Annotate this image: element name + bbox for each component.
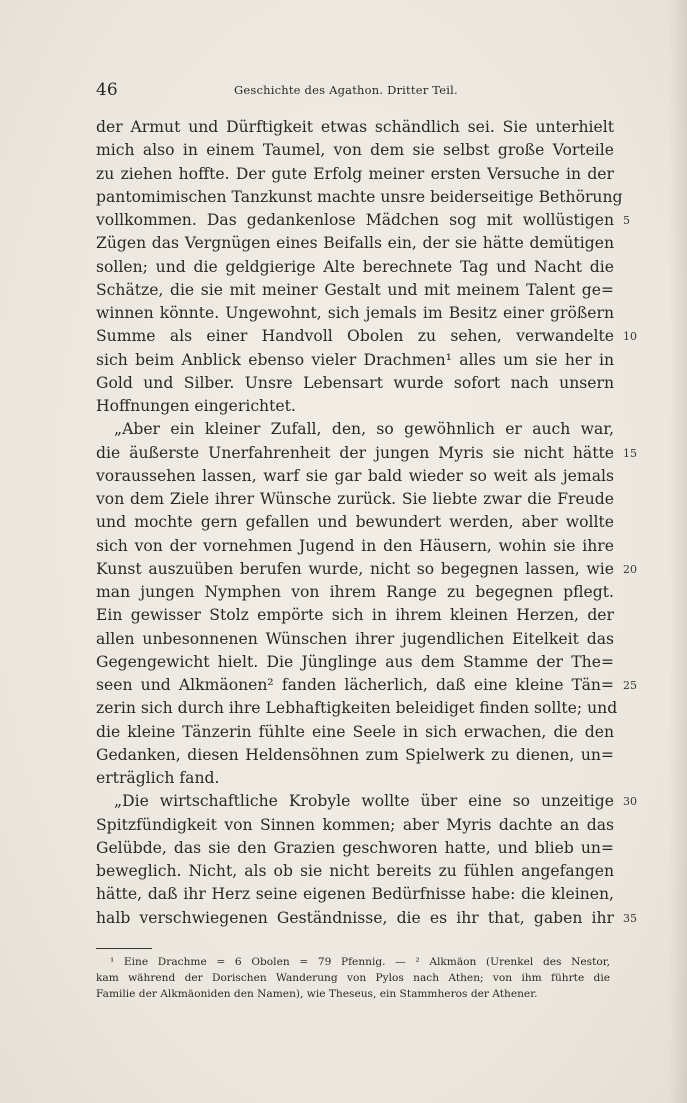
text-line xyxy=(96,232,614,255)
text-line xyxy=(96,674,637,697)
footnote-line xyxy=(96,986,610,1002)
line-text: pantomimischen Tanzkunst machte unsre beiderseitige Bethörung xyxy=(96,187,623,206)
text-line xyxy=(96,721,614,744)
text-line xyxy=(96,511,614,534)
line-text: Zügen das Vergnügen eines Beifalls ein, der sie hätte demütigen xyxy=(96,234,614,253)
line-number: 30 xyxy=(623,795,637,809)
text-line xyxy=(96,790,637,813)
text-line xyxy=(96,186,623,209)
line-text: zu ziehen hoffte. Der gute Erfolg meiner ersten Versuche in der xyxy=(96,164,614,183)
line-text: hätte, daß ihr Herz seine eigenen Bedürfnisse habe: die kleinen, xyxy=(96,885,614,904)
footnote-line xyxy=(96,970,610,986)
text-line xyxy=(96,767,614,790)
line-text: voraussehen lassen, warf sie gar bald wieder so weit als jemals xyxy=(96,466,614,485)
text-line xyxy=(96,744,614,767)
line-text: die kleine Tänzerin fühlte eine Seele in sich erwachen, die den xyxy=(96,722,614,741)
text-line xyxy=(96,604,614,627)
text-line xyxy=(96,395,614,418)
line-text: Gelübde, das sie den Grazien geschworen hatte, und blieb un= xyxy=(96,838,614,857)
line-text: Gegengewicht hielt. Die Jünglinge aus dem Stamme der The= xyxy=(96,652,614,671)
text-line xyxy=(96,418,614,441)
line-text: vollkommen. Das gedankenlose Mädchen sog mit wollüstigen xyxy=(96,211,614,229)
text-line xyxy=(96,907,637,930)
line-text: Schätze, die sie mit meiner Gestalt und mit meinem Talent ge= xyxy=(96,280,614,299)
line-number: 25 xyxy=(623,679,637,692)
line-number: 35 xyxy=(623,911,637,925)
text-line xyxy=(96,465,614,488)
text-line xyxy=(96,860,614,883)
text-line xyxy=(96,372,614,395)
footnote-divider xyxy=(96,948,152,949)
line-text: erträglich fand. xyxy=(96,769,220,787)
line-text: mich also in einem Taumel, von dem sie selbst große Vorteile xyxy=(96,141,614,160)
line-text: allen unbesonnenen Wünschen ihrer jugendlichen Eitelkeit das xyxy=(96,629,614,648)
text-line xyxy=(96,628,614,651)
text-line xyxy=(96,488,614,511)
line-text: und mochte gern gefallen und bewundert werden, aber wollte xyxy=(96,513,614,532)
line-text: sollen; und die geldgierige Alte berechnete Tag und Nacht die xyxy=(96,257,614,276)
text-line xyxy=(96,116,614,139)
line-text: halb verschwiegenen Geständnisse, die es ihr that, gaben ihr xyxy=(96,908,614,927)
line-text: sich beim Anblick ebenso vieler Drachmen¹ alles um sie her in xyxy=(96,350,614,369)
footnote-text: ¹ Eine Drachme = 6 Obolen = 79 Pfennig. — ² Alkmäon (Urenkel des Nestor, xyxy=(110,956,610,968)
line-text: Kunst auszuüben berufen wurde, nicht so begegnen lassen, wie xyxy=(96,559,614,578)
line-text: sich von der vornehmen Jugend in den Häusern, wohin sie ihre xyxy=(96,536,614,555)
text-line xyxy=(96,814,614,837)
line-text: Spitzfündigkeit von Sinnen kommen; aber Myris dachte an das xyxy=(96,815,614,834)
line-text: der Armut und Dürftigkeit etwas schändlich sei. Sie unterhielt xyxy=(96,118,614,136)
line-text: Gold und Silber. Unsre Lebensart wurde sofort nach unsern xyxy=(96,373,614,392)
line-text: die äußerste Unerfahrenheit der jungen Myris sie nicht hätte xyxy=(96,443,614,462)
line-text: man jungen Nymphen von ihrem Range zu begegnen pflegt. xyxy=(96,583,614,601)
running-title: Geschichte des Agathon. Dritter Teil. xyxy=(234,83,458,97)
page-header xyxy=(96,80,584,104)
line-text: Summe als einer Handvoll Obolen zu sehen, verwandelte xyxy=(96,327,614,346)
line-text: seen und Alkmäonen² fanden lächerlich, daß eine kleine Tän= xyxy=(96,676,614,694)
text-line xyxy=(96,883,614,906)
text-line xyxy=(96,209,630,232)
text-line xyxy=(96,325,637,348)
text-line xyxy=(96,139,614,162)
line-number: 10 xyxy=(623,330,637,344)
text-line xyxy=(96,163,614,186)
line-text: winnen könnte. Ungewohnt, sich jemals im Besitz einer größern xyxy=(96,304,614,322)
page-edge-shadow xyxy=(669,0,687,1103)
line-text: „Aber ein kleiner Zufall, den, so gewöhnlich er auch war, xyxy=(114,420,614,439)
body-text xyxy=(96,116,637,930)
text-line xyxy=(96,651,614,674)
text-line xyxy=(96,697,618,720)
line-text: „Die wirtschaftliche Krobyle wollte über eine so unzeitige xyxy=(114,792,614,811)
page-number: 46 xyxy=(96,80,118,100)
line-text: Ein gewisser Stolz empörte sich in ihrem kleinen Herzen, der xyxy=(96,606,614,625)
footnote-text: Familie der Alkmäoniden den Namen), wie Theseus, ein Stammheros der Athener. xyxy=(96,988,538,1000)
text-line xyxy=(96,302,614,325)
text-line xyxy=(96,837,614,860)
line-text: Hoffnungen eingerichtet. xyxy=(96,397,296,415)
text-line xyxy=(96,256,614,279)
line-number: 5 xyxy=(623,214,630,227)
text-line xyxy=(96,535,614,558)
footnote-line xyxy=(96,954,610,970)
footnotes xyxy=(96,954,610,1002)
text-line xyxy=(96,581,614,604)
text-line xyxy=(96,442,637,465)
text-line xyxy=(96,558,637,581)
line-text: beweglich. Nicht, als ob sie nicht bereits zu fühlen angefangen xyxy=(96,862,614,880)
footnote-text: kam während der Dorischen Wanderung von Pylos nach Athen; von ihm führte die xyxy=(96,972,610,984)
text-line xyxy=(96,349,614,372)
text-line xyxy=(96,279,614,302)
line-text: von dem Ziele ihrer Wünsche zurück. Sie liebte zwar die Freude xyxy=(96,490,614,508)
line-number: 15 xyxy=(623,446,637,460)
line-text: Gedanken, diesen Heldensöhnen zum Spielwerk zu dienen, un= xyxy=(96,745,614,764)
line-number: 20 xyxy=(623,562,637,576)
line-text: zerin sich durch ihre Lebhaftigkeiten beleidiget finden sollte; und xyxy=(96,699,618,718)
